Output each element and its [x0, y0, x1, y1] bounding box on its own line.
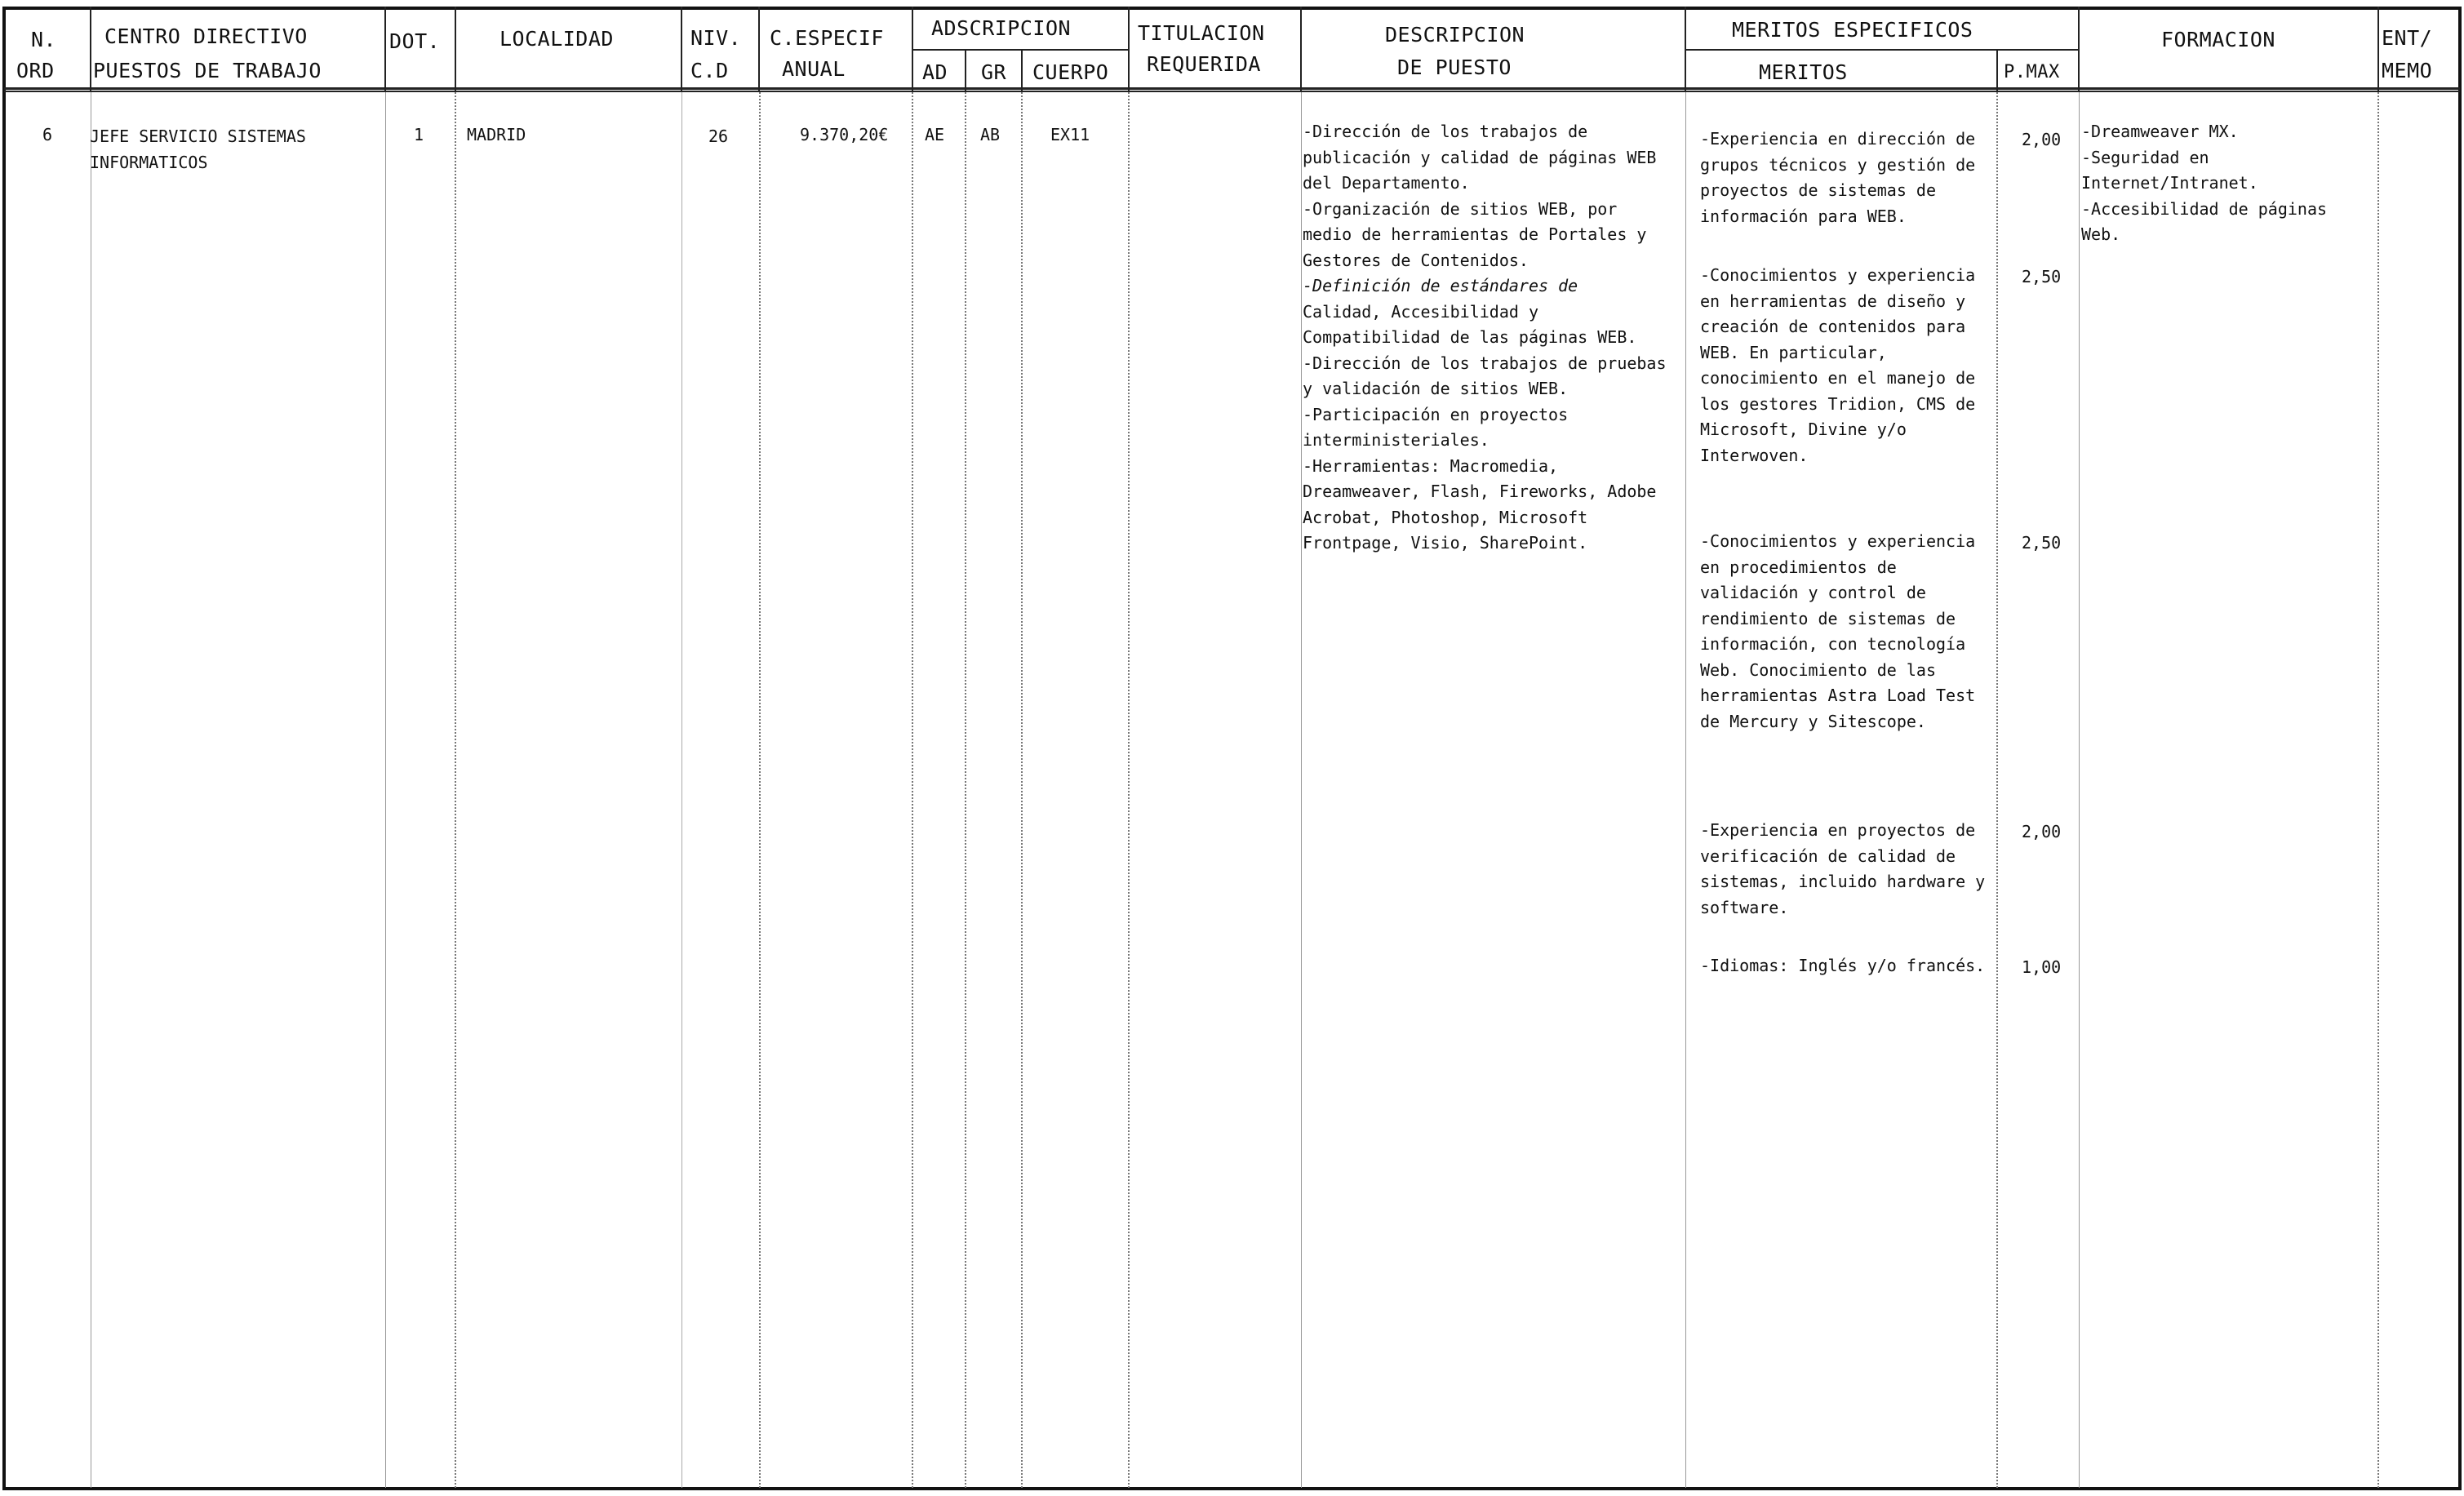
- descripcion-item-7: -Herramientas: Macromedia, Dreamweaver, Flash, Fireworks, Adobe Acrobat, Photoshop, Microsoft Frontpage, Visio, SharePoint.: [1303, 455, 1657, 553]
- col-rule-6: [912, 7, 913, 92]
- body-rule-9: [1128, 92, 1130, 1488]
- col-rule-2: [384, 7, 386, 92]
- merito-4-pmax: 2,00: [2022, 822, 2062, 841]
- descripcion-item-6: -Participación en proyectos interministeriales.: [1303, 404, 1569, 450]
- col-rule-8: [1021, 49, 1023, 92]
- merito-3-pmax: 2,50: [2022, 533, 2062, 553]
- body-rule-11: [1685, 92, 1686, 1488]
- header-cuerpo: CUERPO: [1032, 60, 1109, 84]
- header-ent-memo-line2: MEMO: [2382, 59, 2433, 82]
- header-meritos: MERITOS: [1759, 60, 1848, 84]
- formacion-item-2: -Seguridad en Internet/Intranet.: [2081, 147, 2258, 193]
- merito-1-pmax: 2,00: [2022, 130, 2062, 149]
- header-c-especif-line2: ANUAL: [782, 57, 846, 81]
- row-gr: AB: [980, 125, 1001, 144]
- body-rule-6: [912, 92, 913, 1488]
- header-gr: GR: [981, 60, 1007, 84]
- row-c-especif: 9.370,20€: [800, 125, 889, 144]
- formacion-item-1: -Dreamweaver MX.: [2081, 122, 2239, 141]
- descripcion-item-3: -Definición de estándares de: [1303, 276, 1578, 295]
- body-rule-2: [385, 92, 386, 1488]
- header-titulacion-line2: REQUERIDA: [1147, 52, 1261, 76]
- body-rule-14: [2377, 92, 2379, 1488]
- header-top-rule: [4, 91, 2460, 92]
- header-meritos-especificos: MERITOS ESPECIFICOS: [1732, 18, 1973, 42]
- header-dot: DOT.: [389, 29, 441, 53]
- merito-3-text: -Conocimientos y experiencia en procedimientos de validación y control de rendimiento de sistemas de información, con tecnología Web. Conocimiento de las herramientas Astra Load Test de Mercury y Sitescope.: [1700, 531, 1976, 731]
- row-n-ord: 6: [42, 125, 53, 144]
- header-titulacion-line1: TITULACION: [1138, 21, 1265, 45]
- col-rule-5: [758, 7, 760, 92]
- row-dot: 1: [414, 125, 424, 144]
- col-rule-12: [1996, 49, 1998, 92]
- merito-5-text: -Idiomas: Inglés y/o francés.: [1700, 956, 1986, 975]
- col-rule-10: [1300, 7, 1302, 92]
- merito-5-pmax: 1,00: [2022, 957, 2062, 977]
- header-n-ord-line2: ORD: [16, 59, 55, 82]
- header-centro-line2: PUESTOS DE TRABAJO: [93, 59, 322, 82]
- meritos-subrule: [1685, 49, 2079, 51]
- row-descripcion: [1303, 119, 1668, 557]
- body-rule-5: [759, 92, 761, 1488]
- row-localidad: MADRID: [467, 125, 526, 144]
- descripcion-item-4: Calidad, Accesibilidad y Compatibilidad de las páginas WEB.: [1303, 301, 1637, 347]
- merito-4-text: -Experiencia en proyectos de verificación de calidad de sistemas, incluido hardware y software.: [1700, 820, 1986, 917]
- row-puesto: JEFE SERVICIO SISTEMAS INFORMATICOS: [90, 127, 306, 172]
- header-adscripcion: ADSCRIPCION: [931, 16, 1072, 40]
- descripcion-item-5: -Dirección de los trabajos de pruebas y validación de sitios WEB.: [1303, 353, 1667, 398]
- col-rule-1: [90, 7, 91, 92]
- col-rule-7: [965, 49, 966, 92]
- col-rule-13: [2078, 7, 2080, 92]
- header-formacion: FORMACION: [2161, 28, 2275, 51]
- header-bottom-rule: [4, 87, 2460, 90]
- col-rule-14: [2377, 7, 2379, 92]
- header-niv-line2: C.D: [690, 59, 729, 82]
- body-rule-13: [2079, 92, 2080, 1488]
- header-centro-line1: CENTRO DIRECTIVO: [104, 24, 308, 48]
- descripcion-item-2: -Organización de sitios WEB, por medio de herramientas de Portales y Gestores de Contenidos.: [1303, 198, 1647, 270]
- row-ad: AE: [925, 125, 945, 144]
- col-rule-3: [455, 7, 456, 92]
- merito-2-text: -Conocimientos y experiencia en herramientas de diseño y creación de contenidos para WEB. En particular, conocimiento en el manejo de los gestores Tridion, CMS de Microsoft, Divine y/o Interwoven.: [1700, 265, 1976, 465]
- descripcion-item-1: -Dirección de los trabajos de publicación y calidad de páginas WEB del Departamento.: [1303, 122, 1657, 193]
- body-rule-4: [681, 92, 682, 1488]
- row-formacion: [2081, 119, 2367, 248]
- header-descripcion-line2: DE PUESTO: [1397, 55, 1512, 79]
- header-p-max: P.MAX: [2004, 62, 2060, 82]
- body-rule-7: [965, 92, 966, 1488]
- body-rule-12: [1996, 92, 1998, 1488]
- merito-2-pmax: 2,50: [2022, 267, 2062, 286]
- header-n-ord-line1: N.: [31, 28, 57, 51]
- col-rule-9: [1128, 7, 1130, 92]
- header-niv-line1: NIV.: [690, 26, 742, 50]
- header-c-especif-line1: C.ESPECIF: [770, 26, 884, 50]
- col-rule-4: [681, 7, 682, 92]
- merito-1-text: -Experiencia en dirección de grupos técnicos y gestión de proyectos de sistemas de información para WEB.: [1700, 129, 1976, 226]
- row-nivel: 26: [708, 127, 729, 146]
- col-rule-11: [1685, 7, 1686, 92]
- header-ad: AD: [922, 60, 948, 84]
- formacion-item-3: -Accesibilidad de páginas Web.: [2081, 198, 2328, 244]
- header-ent-memo-line1: ENT/: [2382, 26, 2433, 50]
- row-cuerpo: EX11: [1050, 125, 1090, 144]
- body-rule-3: [455, 92, 456, 1488]
- adscripcion-subrule: [912, 49, 1129, 51]
- body-rule-10: [1301, 92, 1302, 1488]
- header-descripcion-line1: DESCRIPCION: [1385, 23, 1525, 47]
- header-localidad: LOCALIDAD: [499, 27, 614, 51]
- body-rule-8: [1021, 92, 1023, 1488]
